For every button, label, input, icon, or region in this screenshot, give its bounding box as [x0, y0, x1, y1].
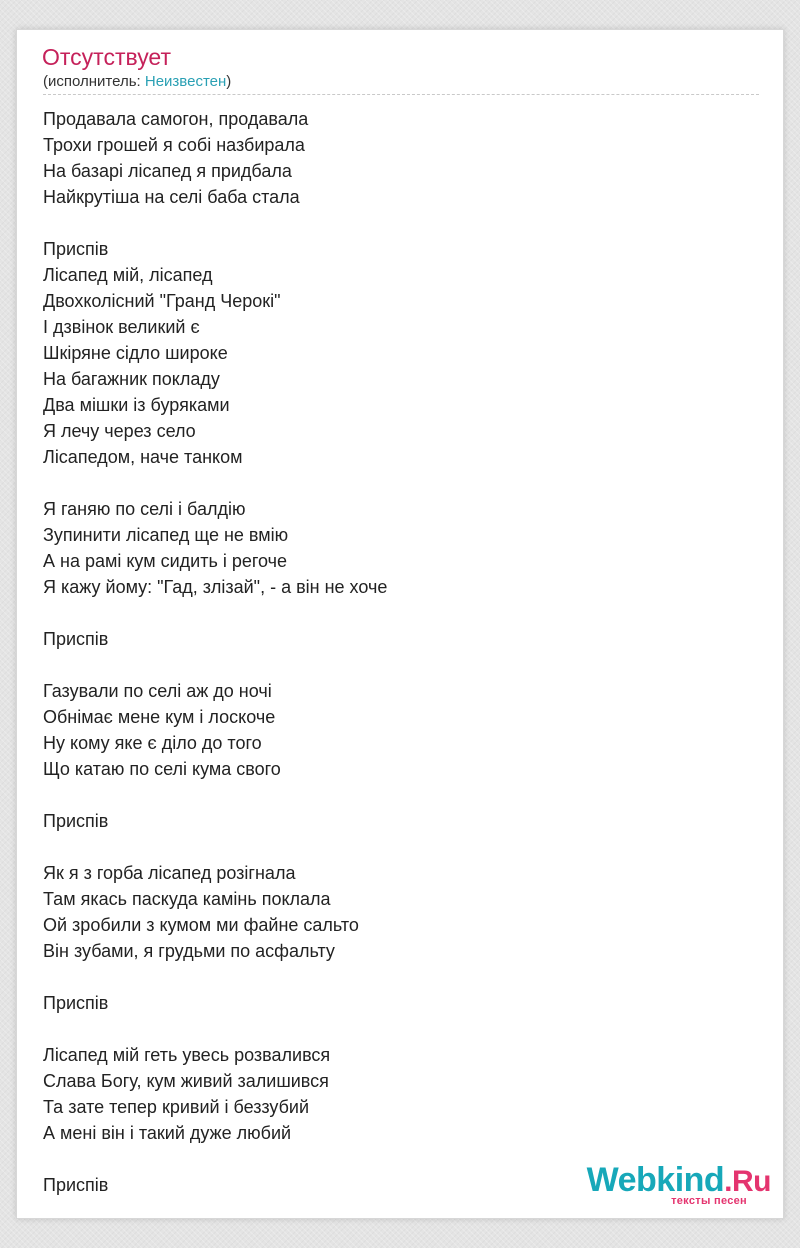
lyric-line: Найкрутіша на селі баба стала	[43, 187, 300, 207]
lyrics-card	[16, 29, 784, 1219]
lyric-line: На базарі лісапед я придбала	[43, 161, 292, 181]
lyric-line: Ну кому яке є діло до того	[43, 733, 262, 753]
lyric-line: Я ганяю по селі і балдію	[43, 499, 246, 519]
lyric-line	[43, 1016, 387, 1042]
lyric-line: На багажник покладу	[43, 369, 220, 389]
lyric-line	[43, 600, 387, 626]
lyric-line: А на рамі кум сидить і регоче	[43, 551, 288, 571]
lyric-line: Я лечу через село	[43, 421, 196, 441]
lyric-line: Зупинити лісапед ще не вмію	[43, 525, 289, 545]
lyric-line: Двохколісний "Гранд Черокі"	[43, 291, 281, 311]
lyric-line	[43, 1146, 387, 1172]
lyric-line: Як я з горба лісапед розігнала	[43, 863, 296, 883]
lyric-line: А мені він і такий дуже любий	[43, 1123, 292, 1143]
lyric-line: Трохи грошей я собі назбирала	[43, 135, 305, 155]
lyric-line: Приспів	[43, 629, 109, 649]
lyric-line: І дзвінок великий є	[43, 317, 200, 337]
lyric-line: Приспів	[43, 811, 109, 831]
lyric-line: Ой зробили з кумом ми файне сальто	[43, 915, 359, 935]
artist-suffix: )	[226, 73, 232, 90]
lyric-line: Лісапедом, наче танком	[43, 447, 243, 467]
song-title: Отсутствует	[42, 44, 171, 70]
lyric-line: Там якась паскуда камінь поклала	[43, 889, 331, 909]
logo-tagline: тексты песен	[671, 1195, 747, 1207]
lyric-line: Лісапед мій, лісапед	[43, 265, 213, 285]
lyric-line: Слава Богу, кум живий залишився	[43, 1071, 329, 1091]
lyric-line: Приспів	[43, 239, 109, 259]
lyrics-text	[43, 106, 387, 1198]
lyric-line: Лісапед мій геть увесь розвалився	[43, 1045, 331, 1065]
lyric-line	[43, 782, 387, 808]
artist-line	[43, 73, 231, 91]
lyric-line: Приспів	[43, 993, 109, 1013]
lyric-line: Він зубами, я грудьми по асфальту	[43, 941, 335, 961]
logo-domain: .Ru	[724, 1165, 771, 1198]
lyric-line: Я кажу йому: "Гад, злізай", - а він не хоче	[43, 577, 388, 597]
artist-prefix: (исполнитель:	[43, 73, 145, 90]
lyric-line: Два мішки із буряками	[43, 395, 230, 415]
webkind-logo[interactable]	[571, 1161, 771, 1209]
lyric-line: Газували по селі аж до ночі	[43, 681, 272, 701]
artist-link[interactable]: Неизвестен	[144, 73, 227, 90]
lyric-line: Шкіряне сідло широке	[43, 343, 228, 363]
title-divider	[43, 94, 759, 95]
lyric-line	[43, 210, 387, 236]
lyric-line	[43, 964, 387, 990]
logo-brand: Webkind	[586, 1161, 725, 1199]
lyric-line: Продавала самогон, продавала	[43, 109, 309, 129]
lyric-line: Обнімає мене кум і лоскоче	[43, 707, 276, 727]
lyric-line	[43, 652, 387, 678]
lyric-line: Що катаю по селі кума свого	[43, 759, 281, 779]
lyric-line	[43, 470, 387, 496]
lyric-line: Приспів	[43, 1175, 109, 1195]
lyric-line: Та зате тепер кривий і беззубий	[43, 1097, 310, 1117]
lyric-line	[43, 834, 387, 860]
